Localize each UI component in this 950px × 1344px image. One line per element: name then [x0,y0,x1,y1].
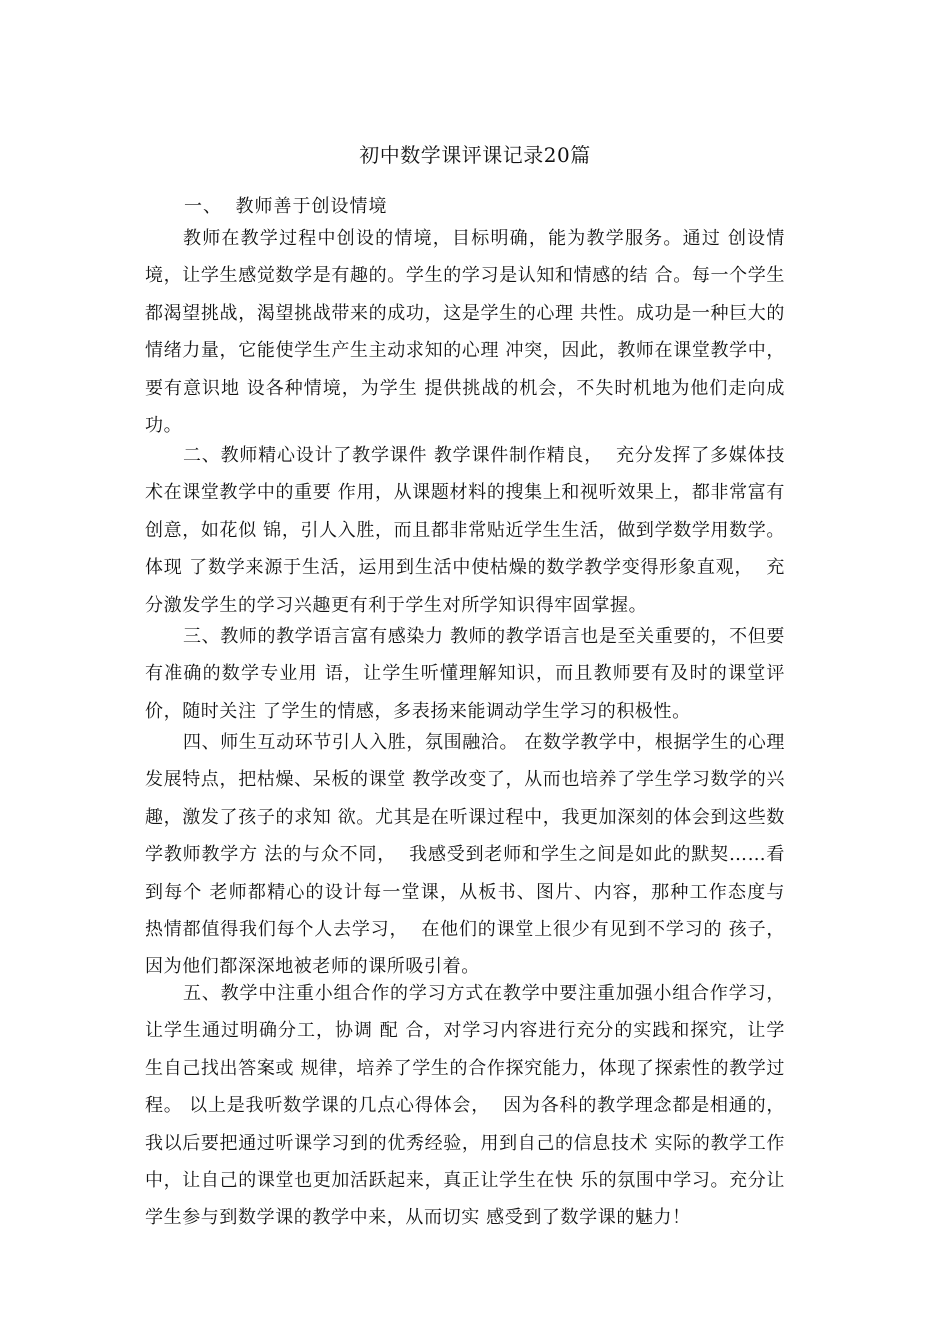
section-heading-1: 一、 教师善于创设情境 [184,196,388,217]
paragraph-5: 五、教学中注重小组合作的学习方式在教学中要注重加强小组合作学习，让学生通过明确分工，协调 配 合，对学习内容进行充分的实践和探究，让学生自己找出答案或 规律，培养了学生的合作探究能力，体现了探索性的教学过程。 以上是我听数学课的几点心得体会， 因为各科的教学理念都是相通的，我以后要把通过听课学习到的优秀经验，用到自己的信息技术 实际的教学工作中，让自己的课堂也更加活跃起来，真正让学生在快 乐的氛围中学习。充分让学生参与到数学课的教学中来，从而切实 感受到了数学课的魅力！ [145,983,785,1229]
paragraph-4: 四、师生互动环节引人入胜，氛围融洽。 在数学教学中，根据学生的心理发展特点，把枯燥、呆板的课堂 教学改变了，从而也培养了学生学习数学的兴趣，激发了孩子的求知 欲。尤其是在听课过程中，我更加深刻的体会到这些数学教师教学方 法的与众不同， 我感受到老师和学生之间是如此的默契……看到每个 老师都精心的设计每一堂课，从板书、图片、内容，那种工作态度与 热情都值得我们每个人去学习， 在他们的课堂上很少有见到不学习的 孩子，因为他们都深深地被老师的课所吸引着。 [145,732,792,978]
paragraph-2: 二、教师精心设计了教学课件 教学课件制作精良， 充分发挥了多媒体技术在课堂教学中的重要 作用，从课题材料的搜集上和视听效果上，都非常富有创意，如花似 锦，引人入胜，而且都非常贴近学生生活，做到学数学用数学。体现 了数学来源于生活，运用到生活中使枯燥的数学教学变得形象直观， 充分激发学生的学习兴趣更有利于学生对所学知识得牢固掌握。 [145,445,785,616]
paragraph-3: 三、教师的教学语言富有感染力 教师的教学语言也是至关重要的，不但要有准确的数学专业用 语，让学生听懂理解知识，而且教师要有及时的课堂评价，随时关注 了学生的情感，多表扬来能调动学生学习的积极性。 [145,626,785,722]
document-title: 初中数学课评课记录20篇 [359,143,591,167]
paragraph-1: 教师在教学过程中创设的情境，目标明确，能为教学服务。通过 创设情境，让学生感觉数学是有趣的。学生的学习是认知和情感的结 合。每一个学生都渴望挑战，渴望挑战带来的成功，这是学生的心理 共性。成功是一种巨大的情绪力量，它能使学生产生主动求知的心理 冲突，因此，教师在课堂教学中，要有意识地 设各种情境，为学生 提供挑战的机会，不失时机地为他们走向成功。 [145,228,785,437]
